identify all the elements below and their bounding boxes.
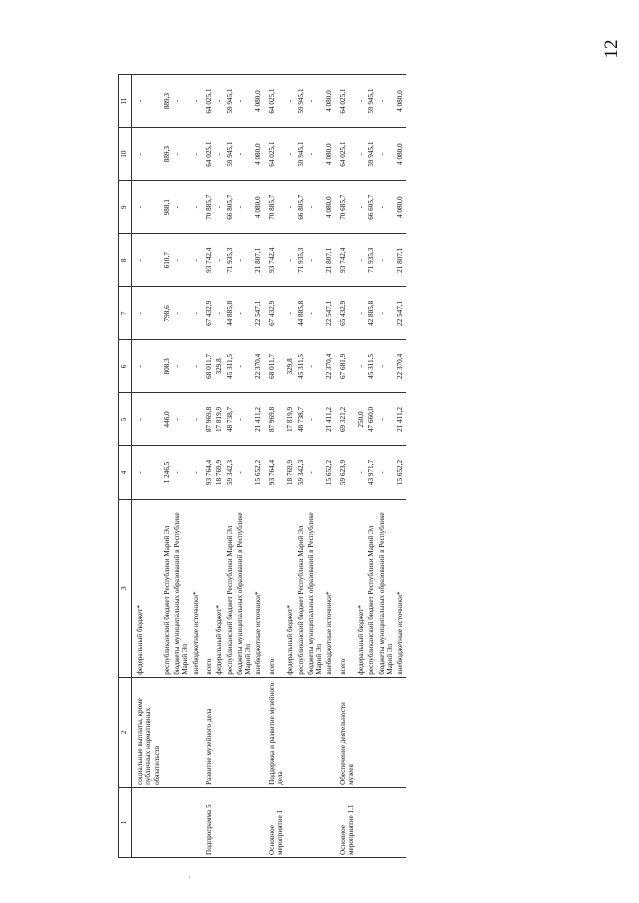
value-cell: - [172,340,191,393]
row-c1-cell [225,787,235,857]
row-c3-cell: всего [335,499,357,677]
table-row [377,75,396,858]
value-cell: 59 342,3 [296,446,306,499]
row-c2-cell [296,677,306,787]
value-cell: 48 738,7 [296,393,306,446]
value-cell: 48 738,7 [225,393,235,446]
value-cell: 93 742,4 [264,234,286,287]
row-c3-cell: федеральный бюджет* [285,499,295,677]
row-c1-cell [235,787,254,857]
value-cell: - [132,393,162,446]
value-cell: 87 969,8 [264,393,286,446]
row-c2-cell [285,677,295,787]
value-cell: - [377,287,396,340]
value-cell: 21 411,2 [395,393,405,446]
value-cell: - [356,75,366,128]
table-header-row [119,75,132,858]
value-cell: 4 080,0 [395,181,405,234]
value-cell: - [214,128,224,181]
value-cell: - [285,234,295,287]
value-cell: 22 547,1 [324,287,334,340]
row-c2-cell: Поддержка и развитие музейного дела [264,677,286,787]
row-c1-cell [191,787,201,857]
value-cell: 17 819,9 [285,393,295,446]
row-c1-cell [366,787,376,857]
column-header: 11 [119,75,132,128]
value-cell: 59 945,1 [225,75,235,128]
value-cell: - [285,181,295,234]
value-cell: - [172,446,191,499]
value-cell: 43 971,7 [366,446,376,499]
value-cell: - [172,393,191,446]
row-c2-cell [191,677,201,787]
value-cell: 45 311,5 [225,340,235,393]
value-cell: - [172,128,191,181]
value-cell: 4 080,0 [324,128,334,181]
value-cell: - [191,446,201,499]
value-cell: 93 742,4 [201,234,214,287]
row-c1-cell [395,787,405,857]
value-cell: 59 945,1 [225,128,235,181]
row-c2-cell [324,677,334,787]
row-c2-cell [395,677,405,787]
table-body [132,75,406,858]
value-cell: 64 025,1 [201,75,214,128]
value-cell: 70 685,7 [335,181,357,234]
value-cell: 59 342,3 [225,446,235,499]
scan-mark: · [188,873,191,882]
value-cell: 59 945,1 [366,75,376,128]
value-cell: 59 623,9 [335,446,357,499]
value-cell: 17 819,9 [214,393,224,446]
row-c3-cell: федеральный бюджет* [356,499,366,677]
table-row [214,75,224,858]
row-c1-cell [162,787,172,857]
table-row [306,75,325,858]
value-cell: 4 080,0 [253,128,263,181]
value-cell: - [191,234,201,287]
row-c3-cell: внебюджетные источники* [253,499,263,677]
value-cell: - [172,287,191,340]
value-cell: - [306,287,325,340]
row-c2-cell [235,677,254,787]
value-cell: 22 547,1 [253,287,263,340]
value-cell: 93 764,4 [264,446,286,499]
value-cell: - [132,128,162,181]
value-cell: 68 011,7 [264,340,286,393]
value-cell: - [191,340,201,393]
value-cell: 45 311,5 [366,340,376,393]
value-cell: 71 935,3 [225,234,235,287]
value-cell: - [306,393,325,446]
value-cell: - [306,181,325,234]
value-cell: - [235,75,254,128]
value-cell: - [377,181,396,234]
row-c1-cell [296,787,306,857]
value-cell: 4 080,0 [253,181,263,234]
table-row [201,75,214,858]
table-row [356,75,366,858]
row-c2-cell: Обеспечение деятельности музеев [335,677,357,787]
value-cell: 22 370,4 [324,340,334,393]
value-cell: 64 025,1 [201,128,214,181]
budget-table [118,74,406,858]
value-cell: - [356,340,366,393]
value-cell: - [377,75,396,128]
value-cell: 889,3 [162,128,172,181]
value-cell: 70 885,7 [201,181,214,234]
value-cell: 59 945,1 [296,128,306,181]
row-c1-cell [253,787,263,857]
value-cell: - [172,75,191,128]
row-c1-cell [214,787,224,857]
value-cell: 87 969,8 [201,393,214,446]
value-cell: 21 411,2 [324,393,334,446]
value-cell: - [356,128,366,181]
table-row [264,75,286,858]
value-cell: - [235,446,254,499]
row-c2-cell [214,677,224,787]
row-c3-cell: республиканский бюджет Республики Марий Эл [162,499,172,677]
column-header: 6 [119,340,132,393]
value-cell: - [306,75,325,128]
row-c2-cell [377,677,396,787]
row-c3-cell: бюджеты муниципальных образований в Республике Марий Эл [377,499,396,677]
row-c3-cell: федеральный бюджет* [214,499,224,677]
value-cell: - [235,393,254,446]
value-cell: 610,7 [162,234,172,287]
value-cell: 67 432,9 [264,287,286,340]
value-cell: - [235,340,254,393]
column-header: 8 [119,234,132,287]
value-cell: 66 805,7 [296,181,306,234]
value-cell: - [191,75,201,128]
value-cell: 45 311,5 [296,340,306,393]
table-row [296,75,306,858]
value-cell: 329,8 [285,340,295,393]
value-cell: 64 025,1 [264,128,286,181]
value-cell: 21 807,1 [253,234,263,287]
value-cell: 4 080,0 [253,75,263,128]
row-c1-cell [285,787,295,857]
value-cell: 250,0 [356,393,366,446]
value-cell: 65 432,9 [335,287,357,340]
table-row [162,75,172,858]
value-cell: 988,1 [162,181,172,234]
value-cell: 329,8 [214,340,224,393]
value-cell: 93 764,4 [201,446,214,499]
value-cell: 44 885,8 [296,287,306,340]
value-cell: - [306,234,325,287]
value-cell: 1 246,5 [162,446,172,499]
column-header: 3 [119,499,132,677]
row-c3-cell: всего [264,499,286,677]
value-cell: 66 805,7 [225,181,235,234]
value-cell: - [191,128,201,181]
row-c3-cell: внебюджетные источники* [324,499,334,677]
value-cell: 68 011,7 [201,340,214,393]
value-cell: 64 025,1 [264,75,286,128]
value-cell: 22 370,4 [395,340,405,393]
row-c1-cell [132,787,162,857]
value-cell: - [132,287,162,340]
value-cell: 4 080,0 [395,128,405,181]
row-c2-cell: социальные выплаты, кроме публичных нормативных обязательств [132,677,162,787]
value-cell: - [235,128,254,181]
value-cell: - [377,234,396,287]
row-c1-cell [306,787,325,857]
value-cell: - [356,234,366,287]
value-cell: - [172,234,191,287]
value-cell: 4 080,0 [324,75,334,128]
column-header: 5 [119,393,132,446]
row-c2-cell: Развитие музейного дела [201,677,214,787]
value-cell: - [132,181,162,234]
value-cell: 798,6 [162,287,172,340]
value-cell: 15 652,2 [253,446,263,499]
value-cell: 44 885,8 [225,287,235,340]
value-cell: - [132,446,162,499]
column-header: 4 [119,446,132,499]
row-c2-cell [306,677,325,787]
value-cell: 93 742,4 [335,234,357,287]
value-cell: 15 652,2 [395,446,405,499]
value-cell: 64 025,1 [335,128,357,181]
row-c3-cell: федеральный бюджет* [132,499,162,677]
value-cell: 4 080,0 [395,75,405,128]
value-cell: 70 885,7 [264,181,286,234]
row-c3-cell: бюджеты муниципальных образований в Республике Марий Эл [306,499,325,677]
value-cell: - [285,75,295,128]
row-c2-cell [253,677,263,787]
value-cell: 69 321,2 [335,393,357,446]
row-c3-cell: республиканский бюджет Республики Марий Эл [225,499,235,677]
row-c3-cell: внебюджетные источники* [191,499,201,677]
table-row [395,75,405,858]
value-cell: - [356,287,366,340]
column-header: 7 [119,287,132,340]
value-cell: - [235,181,254,234]
table-row [366,75,376,858]
value-cell: 18 769,9 [214,446,224,499]
table-row [172,75,191,858]
value-cell: - [306,128,325,181]
value-cell: 808,3 [162,340,172,393]
row-c3-cell: всего [201,499,214,677]
row-c1-cell: Основное мероприятие 1.1 [335,787,357,857]
value-cell: 67 432,9 [201,287,214,340]
value-cell: - [377,393,396,446]
value-cell: 42 885,8 [366,287,376,340]
value-cell: 22 370,4 [253,340,263,393]
table-row [285,75,295,858]
column-header: 2 [119,677,132,787]
row-c3-cell: республиканский бюджет Республики Марий Эл [366,499,376,677]
value-cell: - [191,181,201,234]
row-c1-cell [377,787,396,857]
value-cell: 21 807,1 [395,234,405,287]
value-cell: - [377,340,396,393]
value-cell: - [172,181,191,234]
value-cell: 64 025,1 [335,75,357,128]
value-cell: 67 681,9 [335,340,357,393]
value-cell: - [214,287,224,340]
table-row [225,75,235,858]
value-cell: - [214,75,224,128]
table-row [335,75,357,858]
row-c2-cell [225,677,235,787]
value-cell: - [214,181,224,234]
column-header: 1 [119,787,132,857]
value-cell: 71 935,3 [366,234,376,287]
row-c3-cell: бюджеты муниципальных образований в Республике Марий Эл [235,499,254,677]
value-cell: - [132,340,162,393]
value-cell: 71 935,3 [296,234,306,287]
table-row [132,75,162,858]
value-cell: - [214,234,224,287]
value-cell: 22 547,1 [395,287,405,340]
row-c1-cell [324,787,334,857]
value-cell: - [306,340,325,393]
value-cell: - [356,181,366,234]
row-c3-cell: бюджеты муниципальных образований в Республике Марий Эл [172,499,191,677]
value-cell: 59 945,1 [366,128,376,181]
value-cell: - [191,393,201,446]
value-cell: - [132,234,162,287]
table-row [191,75,201,858]
value-cell: - [285,287,295,340]
value-cell: - [191,287,201,340]
value-cell: 21 411,2 [253,393,263,446]
page-number: 12 [601,39,622,59]
value-cell: - [377,446,396,499]
table-row [324,75,334,858]
row-c1-cell: Подпрограмма 5 [201,787,214,857]
value-cell: 889,3 [162,75,172,128]
value-cell: 446,0 [162,393,172,446]
row-c2-cell [162,677,172,787]
row-c2-cell [356,677,366,787]
row-c2-cell [172,677,191,787]
row-c1-cell [172,787,191,857]
column-header: 9 [119,181,132,234]
budget-table-rotated [118,74,574,858]
row-c3-cell: республиканский бюджет Республики Марий Эл [296,499,306,677]
value-cell: 4 080,0 [324,181,334,234]
value-cell: - [306,446,325,499]
value-cell: 59 945,1 [296,75,306,128]
table-row [235,75,254,858]
column-header: 10 [119,128,132,181]
value-cell: - [356,446,366,499]
value-cell: - [285,128,295,181]
value-cell: 47 660,0 [366,393,376,446]
row-c1-cell [356,787,366,857]
row-c3-cell: внебюджетные источники* [395,499,405,677]
value-cell: - [132,75,162,128]
row-c1-cell: Основное мероприятие 1 [264,787,286,857]
value-cell: 18 769,9 [285,446,295,499]
value-cell: 66 605,7 [366,181,376,234]
value-cell: - [235,287,254,340]
value-cell: 21 807,1 [324,234,334,287]
value-cell: - [377,128,396,181]
value-cell: - [235,234,254,287]
table-row [253,75,263,858]
value-cell: 15 652,2 [324,446,334,499]
row-c2-cell [366,677,376,787]
